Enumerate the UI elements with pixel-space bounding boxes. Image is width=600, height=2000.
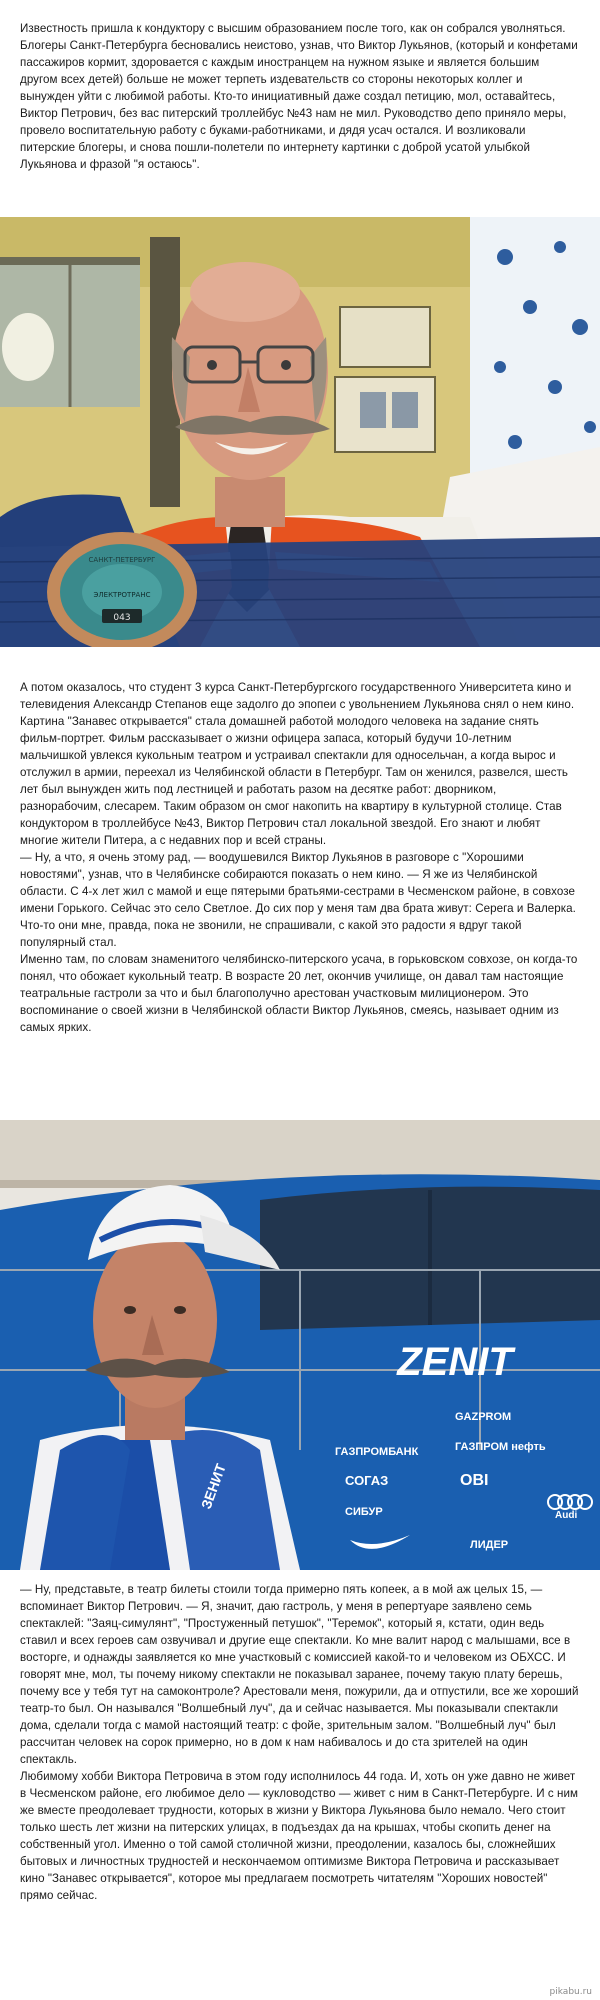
sponsor-audi: Audi — [555, 1510, 578, 1521]
badge-company-text: ЭЛЕКТРОТРАНС — [93, 591, 151, 599]
sponsor-gazprom-neft: ГАЗПРОМ нефть — [455, 1441, 546, 1453]
paragraph-film: А потом оказалось, что студент 3 курса Санкт-Петербургского государственного Университета кино и телевидения Александр Степанов еще задолго до эпопеи с увольнением Лукьянова снял о нем кино. Картина "Занавес открывается" стала домашней работой молодого человека на задание снять фильм-портрет. Фильм рассказывает о жизни офицера запаса, который будучи 10-летним мальчишкой увлекся кукольным театром и устраивал спектакли для односельчан, а когда вырос и отслужил в армии, переехал из Челябинской области в Петербург. Там он женился, развелся, шесть лет был вынужден жить под лестницей и работать разом на десятке работ: дворником, разнорабочим, слесарем. Таким образом он смог накопить на квартиру в культурной столице. Став кондуктором в троллейбусе №43, Виктор Петрович стал локальной звездой. Его знают и любят многие жители Питера, а с недавних пор и всей страны. — [20, 681, 575, 847]
sponsor-obi: OBI — [460, 1472, 489, 1489]
sponsor-gazprom: GAZPROM — [455, 1411, 512, 1423]
sponsor-gazprombank: ГАЗПРОМБАНК — [335, 1446, 419, 1458]
conductor-photo — [0, 217, 600, 647]
pikabu-watermark: pikabu.ru — [549, 1987, 592, 1997]
article-intro — [0, 20, 600, 173]
sponsor-sogaz: СОГАЗ — [345, 1473, 389, 1488]
conductor-badge — [47, 532, 197, 647]
article-body-2 — [0, 1581, 600, 1904]
bus-zenit-logo: ZENIT — [397, 1340, 513, 1384]
paragraph-quote-2: — Ну, представьте, в театр билеты стоили тогда примерно пять копеек, а в мой аж целых 15, — вспоминает Виктор Петрович. — Я, значит, даю гастроль, у меня в репертуаре заявлено семь спектаклей: "Заяц-симулянт", "Простуженный петушок", "Теремок", который я, кстати, один ведь ставил и всех героев сам озвучивал и другие еще спектакли. Ко мне валит народ с малышами, все в восторге, и однажды заявляется ко мне участковый с комиссией какой-то и человеком из ОБХСС. И говорят мне, мол, ты почему никому спектакли не показывал заранее, почему такую плату берешь, почему все у тебя тут на самоконтроле? Арестовали меня, пожурили, да и отпустили, все же хороший театр-то был. Он назывался "Волшебный луч", да и сейчас называется. Мы показывали спектакли дома, сделали тогда с мамой настоящий театр: с фойе, зрительным залом. "Волшебный луч" был рассчитан человек на сорок примерно, но в дом к нам набивалось и до ста зрителей на один спектакль. — [20, 1583, 579, 1766]
article-body-1 — [0, 679, 600, 1036]
paragraph-quote-1: — Ну, а что, я очень этому рад, — воодушевился Виктор Лукьянов в разговоре с "Хорошими новостями", узнав, что в Челябинске собираются показать о нем кино. — Я же из Челябинской области. С 4-х лет жил с мамой и еще пятерыми братьями-сестрами в Чесменском районе, в совхозе имени Горького. Сейчас это село Светлое. До сих пор у меня там два брата живут: Серега и Валерка. Что-то они мне, правда, пока не звонили, не спрашивали, с какой это радости я вдруг такой популярный стал. — [20, 851, 576, 949]
sponsor-lider: ЛИДЕР — [470, 1539, 509, 1551]
zenit-bus-photo — [0, 1120, 600, 1570]
sponsor-sibur: СИБУР — [345, 1506, 383, 1518]
paragraph-conclusion: Любимому хобби Виктора Петровича в этом году исполнилось 44 года. И, хоть он уже давно не живет в Чесменском районе, его любимое дело — кукловодство — живет с ним в Санкт-Петербурге. И с ним же вместе преодолевает трудности, которых в жизни у Виктора Лукьянова было немало. Чего стоит только шесть лет жизни на питерских улицах, в подъездах да на крышах, чтобы скопить денег на собственный угол. Именно о той самой столичной жизни, преодолении, казалось бы, сложнейших бытовых и личностных трудностей и нескончаемом оптимизме Виктора Петровича и рассказывает кино "Занавес открывается", которое мы предлагаем посмотреть читателям "Хороших новостей" прямо сейчас. — [20, 1770, 579, 1902]
paragraph-puppet-theatre: Именно там, по словам знаменитого челябинско-питерского усача, в горьковском совхозе, он когда-то понял, что обожает кукольный театр. В возрасте 20 лет, окончив училище, он давал там настоящие театральные гастроли за что и был благополучно арестован участковым милиционером. Это воспоминание о своей жизни в Челябинской области Виктор Лукьянов, смеясь, называет одним из самых ярких. — [20, 953, 578, 1034]
scarf-zenit-text: ЗЕНИТ — [197, 1461, 229, 1512]
badge-number-text: 043 — [113, 613, 131, 623]
paragraph-intro: Известность пришла к кондуктору с высшим образованием после того, как он собрался уволняться. Блогеры Санкт-Петербурга бесновались неистово, узнав, что Виктор Лукьянов, (который и конфетами пассажиров кормит, здоровается с каждым иностранцем на нужном языке и является большим другом всех детей) больше не может терпеть издевательств со стороны некоторых коллег и вынужден уйти с любимой работы. Кто-то инициативный даже создал петицию, мол, оставайтесь, Виктор Петрович, без вас питерский троллейбус №43 нам не мил. Руководство депо приняло меры, провело воспитательную работу с буками-работниками, и дядя усач остался. И возликовали питерские блогеры, и снова пошли-полетели по интернету картинки с доброй усатой улыбкой Лукьянова и фразой "я остаюсь". — [20, 22, 578, 171]
badge-city-text: САНКТ-ПЕТЕРБУРГ — [88, 556, 156, 564]
